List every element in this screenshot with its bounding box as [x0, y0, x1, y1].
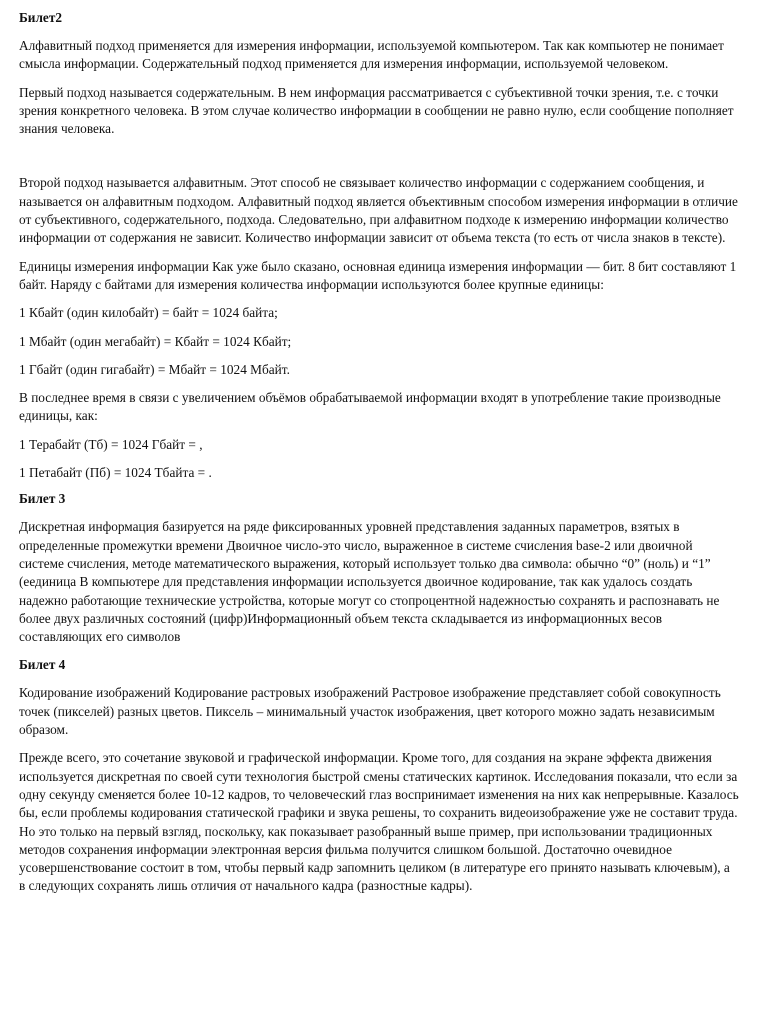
ticket-2-heading: Билет2 — [19, 10, 62, 25]
ticket-2-paragraph-4: Единицы измерения информации Как уже было сказано, основная единица измерения информации — бит. 8 бит составляют 1 байт. Наряду с байтами для измерения количества информации используются более крупные единицы: — [19, 258, 737, 292]
ticket-2-paragraph-3: Второй подход называется алфавитным. Этот способ не связывает количество информации с содержанием сообщения, и называется он алфавитным подходом. Алфавитный подход является объективным способом измерения информации в отличие от субъективного, содержательного, подхода. Следовательно, при алфавитном подходе к измерению информации количество информации от содержания не зависит. Количество информации зависит от объема текста (то есть от числа знаков в тексте). — [19, 175, 738, 246]
unit-line-gigabyte: 1 Гбайт (один гигабайт) = Мбайт = 1024 Мбайт. — [19, 361, 290, 377]
unit-line-terabyte: 1 Терабайт (Тб) = 1024 Гбайт = , — [19, 436, 203, 452]
unit-line-kilobyte: 1 Кбайт (один килобайт) = байт = 1024 байта; — [19, 305, 278, 321]
ticket-4-paragraph-1: Кодирование изображений Кодирование растровых изображений Растровое изображение представляет собой совокупность точек (пикселей) разных цветов. Пиксель – минимальный участок изображения, цвет которого можно задать независимым образом. — [19, 685, 721, 738]
ticket-4-paragraph-2: Прежде всего, это сочетание звуковой и графической информации. Кроме того, для создания на экране эффекта движения используется дискретная по своей сути технология быстрой смены статических картинок. Исследования показали, что если за одну секунду сменяется более 10-12 кадров, то человеческий глаз воспринимает изменения на них как непрерывные. Казалось бы, если проблемы кодирования статической графики и звука решены, то сохранить видеоизображение уже не составит труда. Но это только на первый взгляд, поскольку, как показывает разобранный выше пример, при использовании традиционных методов сохранения информации электронная версия фильма получится слишком большой. Достаточно очевидное усовершенствование состоит в том, чтобы первый кадр запомнить целиком (в литературе его принято называть ключевым), а в следующих сохранять лишь отличия от начального кадра (разностные кадры). — [19, 750, 739, 894]
blank-space — [19, 148, 739, 174]
ticket-3-paragraph-1: Дискретная информация базируется на ряде фиксированных уровней представления заданных параметров, взятых в определенные промежутки времени Двоичное число-это число, выраженное в системе счисления base-2 или двоичной системе счисления, методе математического выражения, который использует только два символа: обычно “0” (ноль) и “1” (еединица В компьютере для представления информации используется двоичное кодирование, так как удалось создать надежно работающие технические устройства, которые могут со стопроцентной надежностью сохранять и распознавать не более двух различных состояний (цифр)Информационный объем текста складывается из информационных весов составляющих его символов — [19, 519, 720, 645]
ticket-2-paragraph-1: Алфавитный подход применяется для измерения информации, используемой компьютером. Так как компьютер не понимает смысла информации. Содержательный подход применяется для измерения информации, используемой человеком. — [19, 38, 724, 72]
ticket-2-paragraph-5: В последнее время в связи с увеличением объёмов обрабатываемой информации входят в употребление такие производные единицы, как: — [19, 390, 721, 424]
document-page — [19, 9, 739, 906]
ticket-3-heading: Билет 3 — [19, 491, 66, 507]
unit-line-petabyte: 1 Петабайт (Пб) = 1024 Тбайта = . — [19, 465, 212, 481]
unit-line-megabyte: 1 Мбайт (один мегабайт) = Кбайт = 1024 Кбайт; — [19, 333, 292, 349]
ticket-4-heading: Билет 4 — [19, 657, 66, 673]
ticket-2-paragraph-2: Первый подход называется содержательным. В нем информация рассматривается с субъективной точки зрения, т.е. с точки зрения конкретного человека. В этом случае количество информации в сообщении не равно нулю, если сообщение пополняет знания человека. — [19, 84, 734, 137]
